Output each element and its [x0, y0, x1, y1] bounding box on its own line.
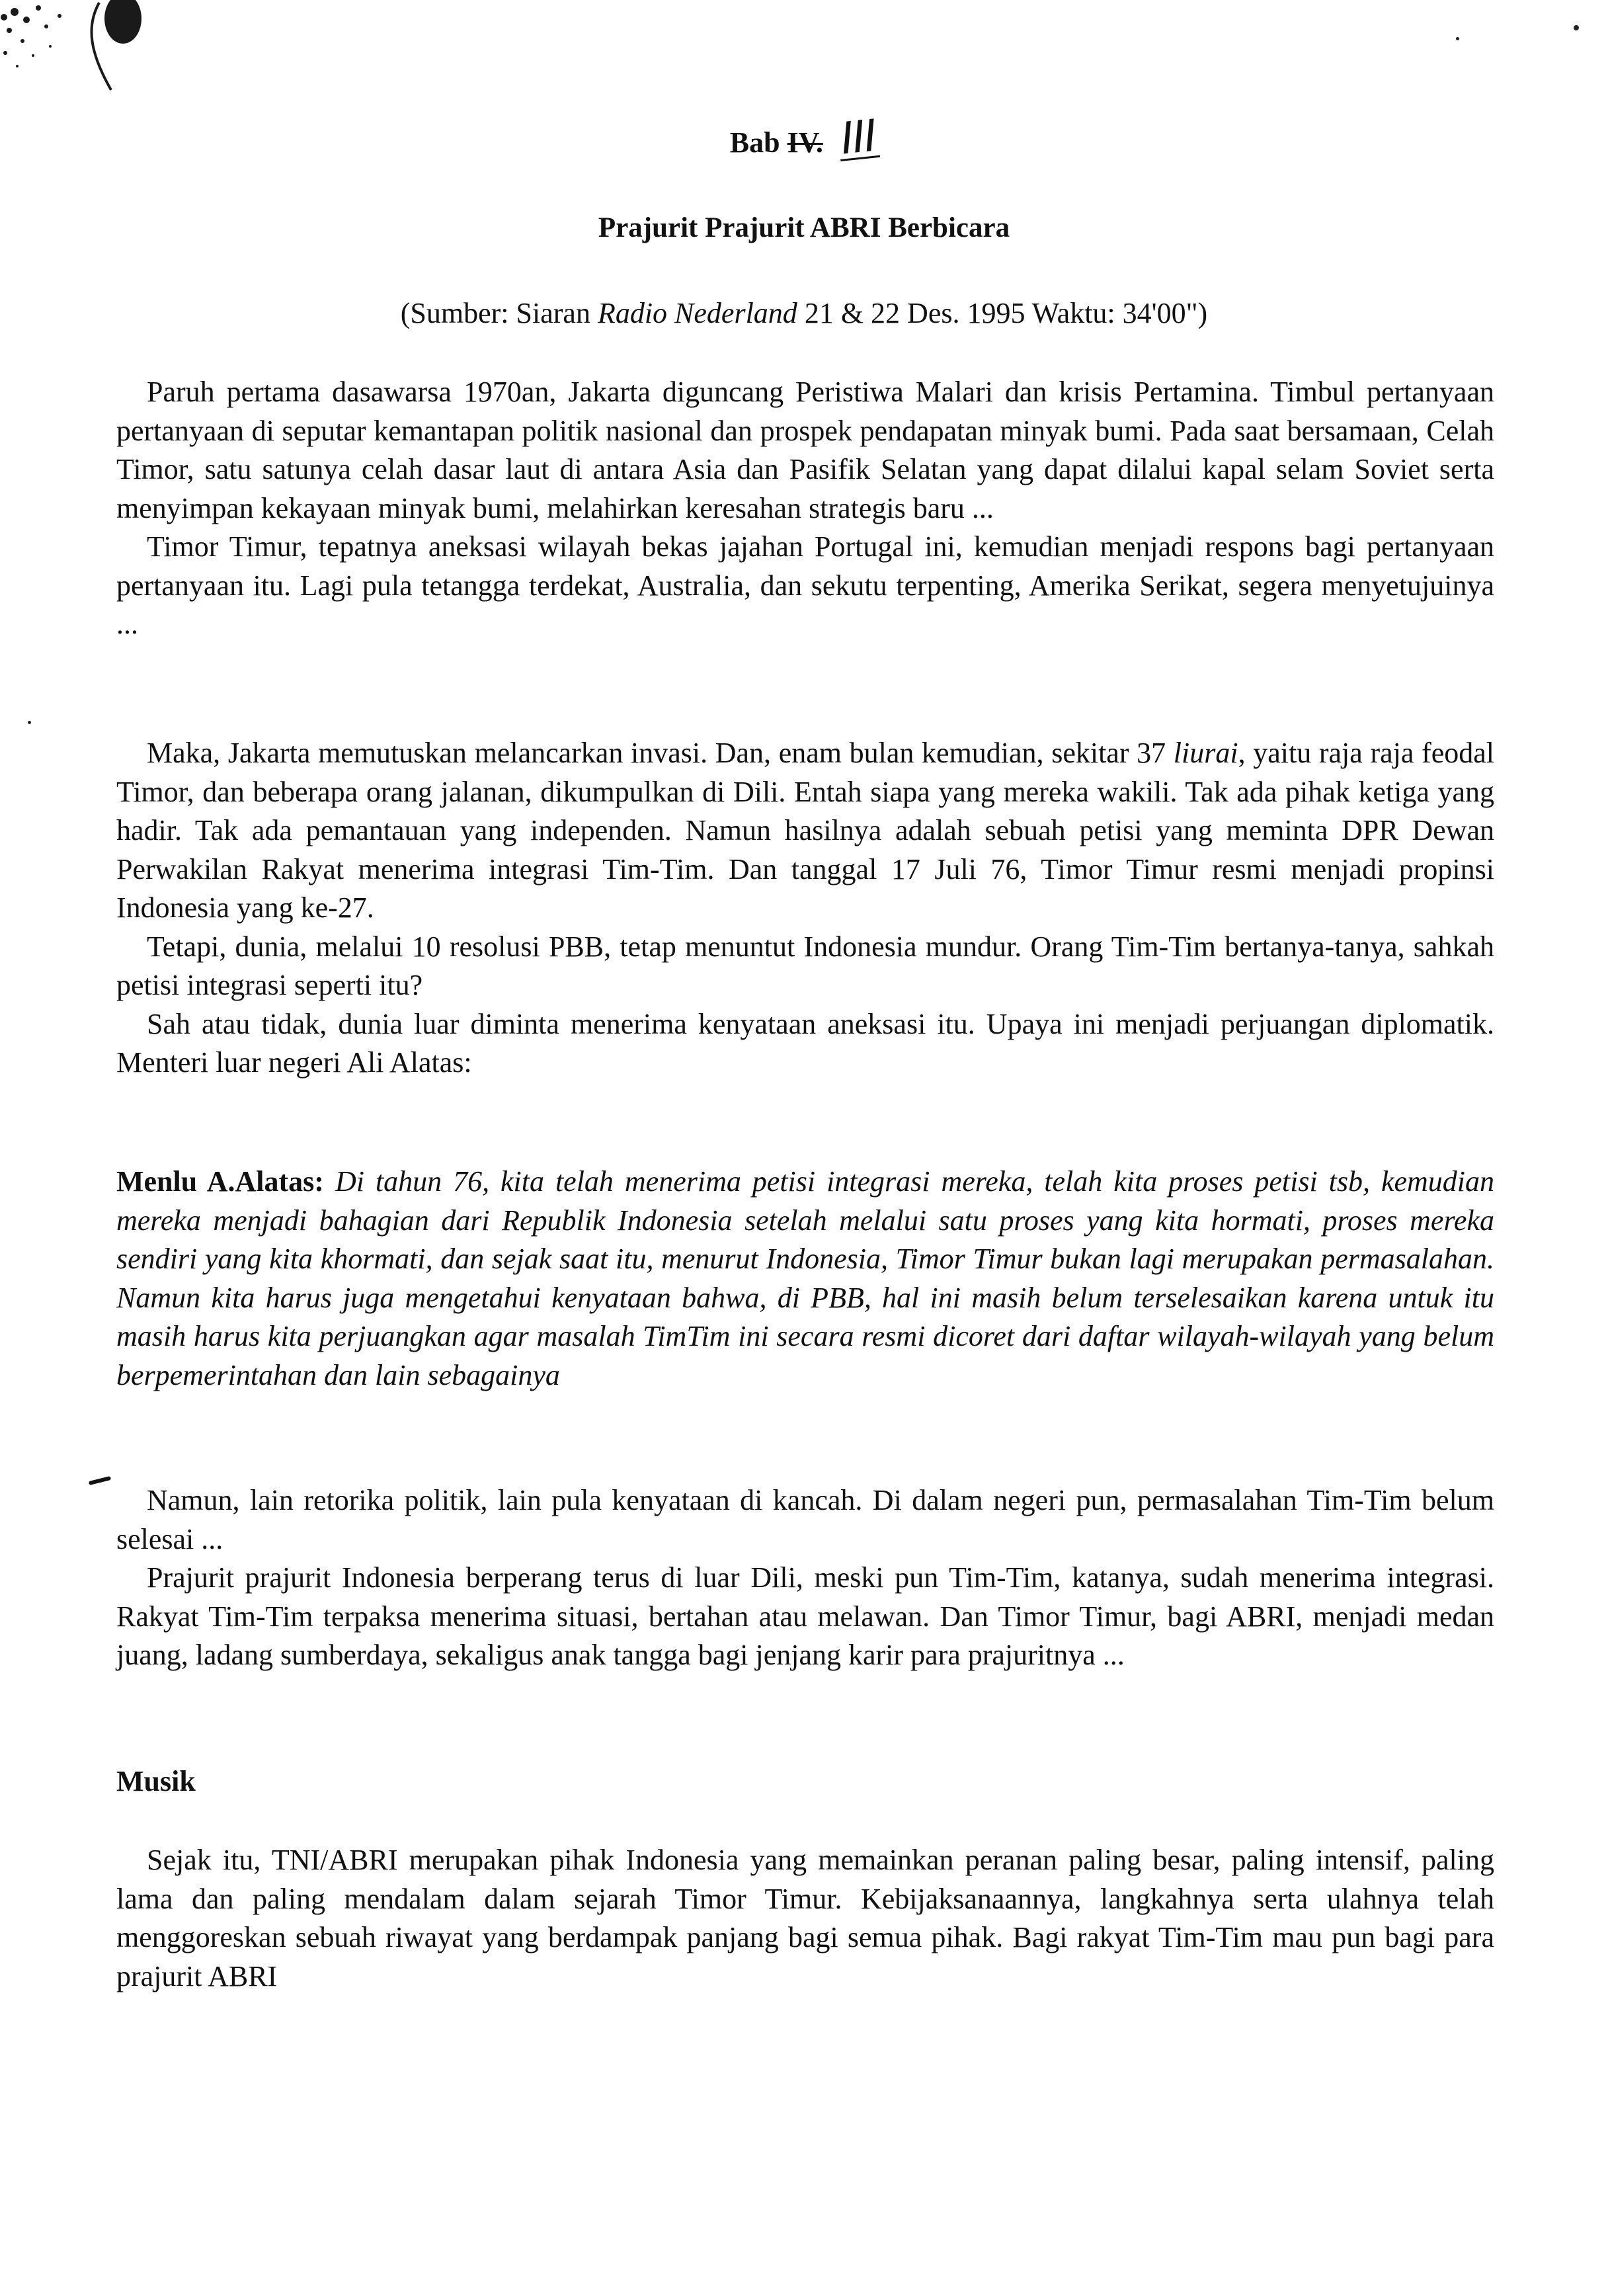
body-block-4: [116, 1841, 1494, 1996]
scan-speck: [1574, 25, 1579, 30]
paragraph: Prajurit prajurit Indonesia berperang terus di luar Dili, meski pun Tim-Tim, katanya, sudah menerima integrasi. Rakyat Tim-Tim terpaksa menerima situasi, bertahan atau melawan. Dan Timor Timur, bagi ABRI, menjadi medan juang, ladang sumberdaya, sekaligus anak tangga bagi jenjang karir para prajuritnya ...: [116, 1561, 1494, 1671]
chapter-prefix: Bab: [729, 126, 780, 159]
scan-margin-mark: [89, 1476, 111, 1485]
body-block-3: [116, 1481, 1494, 1675]
quote-speaker: Menlu A.Alatas:: [116, 1165, 324, 1198]
quote-text: Di tahun 76, kita telah menerima petisi integrasi mereka, telah kita proses petisi tsb, kemudian mereka menjadi bahagian dari Republik Indonesia setelah melalui satu proses yang kita hormati, proses mereka sendiri yang kita khormati, dan sejak saat itu, menurut Indonesia, Timor Timur bukan lagi merupakan permasalahan. Namun kita harus juga mengetahui kenyataan bahwa, di PBB, hal ini masih belum terselesaikan karena untuk itu masih harus kita perjuangkan agar masalah TimTim ini secara resmi dicoret dari daftar wilayah-wilayah yang belum berpemerintahan dan lain sebagainya: [116, 1165, 1495, 1391]
paragraph: Namun, lain retorika politik, lain pula kenyataan di kancah. Di dalam negeri pun, permasalahan Tim-Tim belum selesai ...: [116, 1484, 1494, 1555]
text-run: , yaitu raja raja feodal Timor, dan beberapa orang jalanan, dikumpulkan di Dili. Entah siapa yang mereka wakili. Tak ada pihak ketiga yang hadir. Tak ada pemantauan yang independen. Namun hasilnya adalah sebuah petisi yang meminta DPR Dewan Perwakilan Rakyat menerima integrasi Tim-Tim. Dan tanggal 17 Juli 76, Timor Timur resmi menjadi propinsi Indonesia yang ke-27.: [116, 737, 1494, 924]
body-block-2: [116, 734, 1494, 1083]
source-suffix: 21 & 22 Des. 1995 Waktu: 34'00"): [797, 297, 1208, 329]
source-prefix: (Sumber: Siaran: [400, 297, 598, 329]
text-run: Maka, Jakarta memutuskan melancarkan invasi. Dan, enam bulan kemudian, sekitar 37: [147, 737, 1174, 769]
source-italic: Radio Nederland: [597, 297, 797, 329]
chapter-struck-number: IV.: [787, 126, 823, 159]
page-title: Prajurit Prajurit ABRI Berbicara: [598, 212, 1010, 243]
paragraph: Timor Timur, tepatnya aneksasi wilayah bekas jajahan Portugal ini, kemudian menjadi respons bagi pertanyaan pertanyaan itu. Lagi pula tetangga terdekat, Australia, dan sekutu terpenting, Amerika Serikat, segera menyetujuinya ...: [116, 530, 1494, 640]
paragraph: Sah atau tidak, dunia luar diminta menerima kenyataan aneksasi itu. Upaya ini menjadi perjuangan diplomatik. Menteri luar negeri Ali Alatas:: [116, 1007, 1494, 1079]
scan-hole-punch-mark: [0, 0, 159, 112]
chapter-handwritten-number: III: [836, 116, 881, 161]
quotation-block: [116, 1163, 1494, 1395]
paragraph: Paruh pertama dasawarsa 1970an, Jakarta diguncang Peristiwa Malari dan krisis Pertamina. Timbul pertanyaan pertanyaan di seputar kemantapan politik nasional dan prospek pendapatan minyak bumi. Pada saat bersamaan, Celah Timor, satu satunya celah dasar laut di antara Asia dan Pasifik Selatan yang dapat dilalui kapal selam Soviet serta menyimpan kekayaan minyak bumi, melahirkan keresahan strategis baru ...: [116, 376, 1494, 524]
paragraph: [116, 734, 1494, 928]
quotation: [116, 1163, 1494, 1395]
body-block-1: [116, 373, 1494, 644]
italic-term: liurai: [1173, 737, 1238, 769]
section-heading: Musik: [116, 1765, 196, 1797]
scan-speck: [28, 721, 31, 724]
paragraph: Sejak itu, TNI/ABRI merupakan pihak Indonesia yang memainkan peranan paling besar, paling intensif, paling lama dan paling mendalam dalam sejarah Timor Timur. Kebijaksanaannya, langkahnya serta ulahnya telah menggoreskan sebuah riwayat yang berdampak panjang bagi semua pihak. Bagi rakyat Tim-Tim mau pun bagi para prajurit ABRI: [116, 1844, 1494, 1992]
source-line: [0, 296, 1608, 330]
paragraph: Tetapi, dunia, melalui 10 resolusi PBB, tetap menuntut Indonesia mundur. Orang Tim-Tim bertanya-tanya, sahkah petisi integrasi seperti itu?: [116, 930, 1494, 1001]
scan-speck: [1456, 37, 1459, 40]
chapter-heading: [0, 110, 1608, 165]
